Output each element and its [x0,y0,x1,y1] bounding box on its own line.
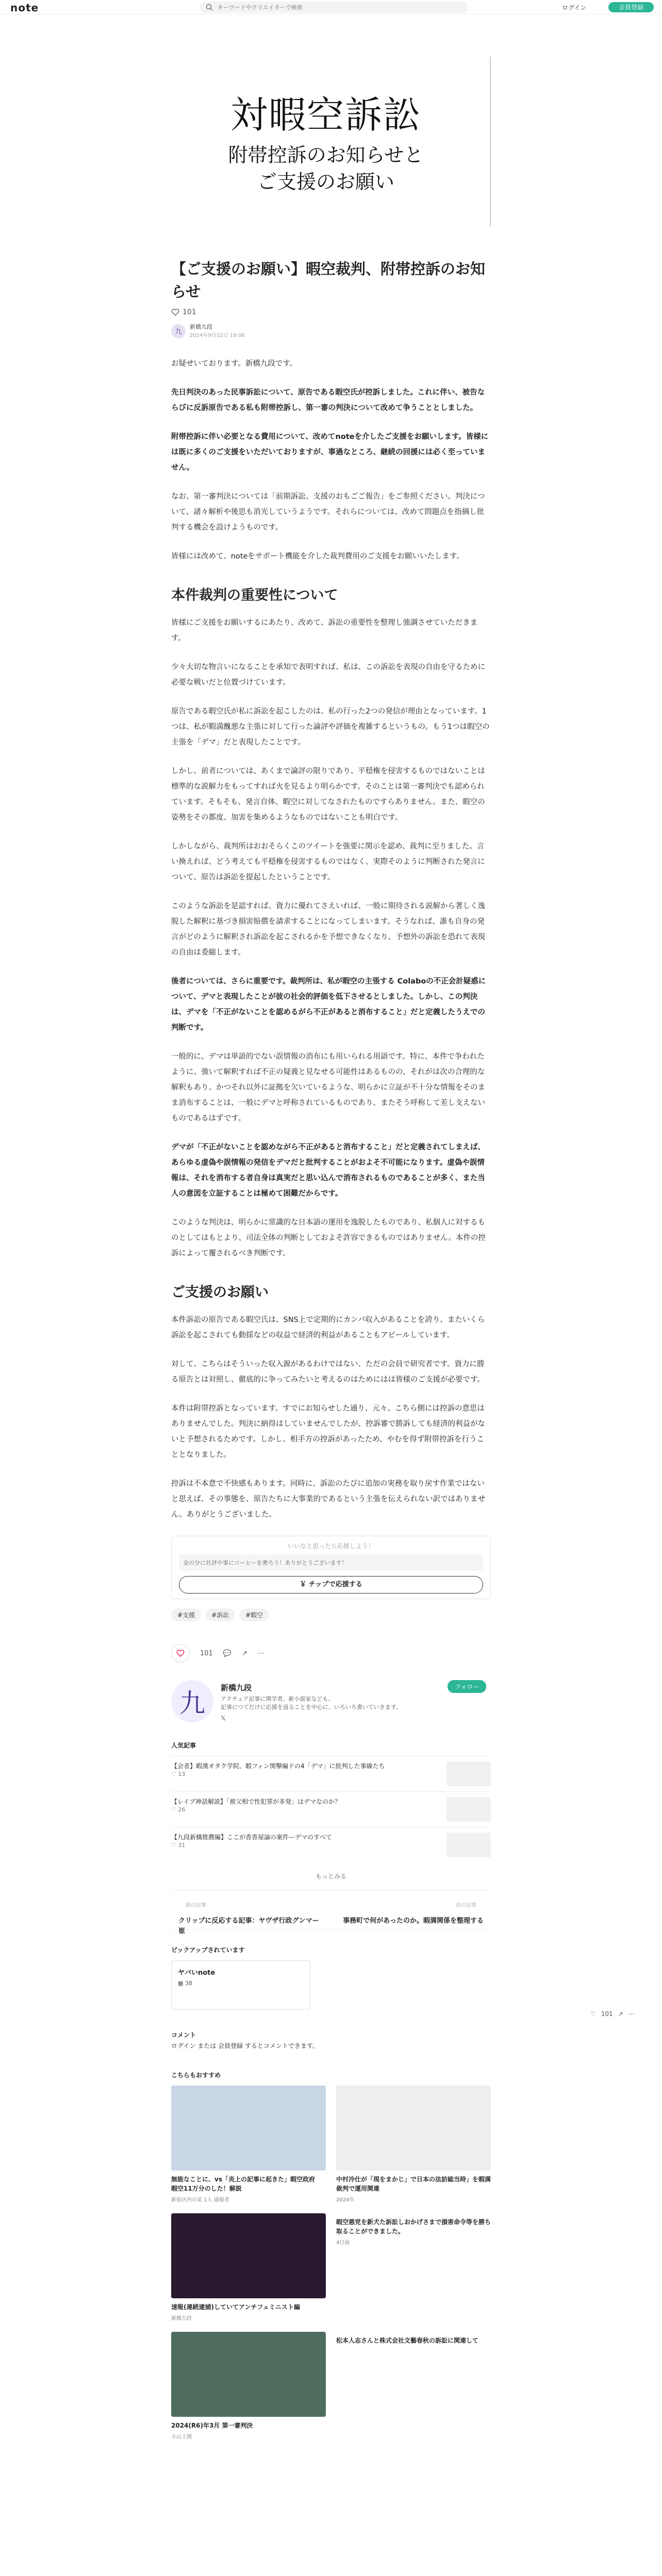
article-body [171,258,491,2440]
like-count: 101 [601,2010,613,2018]
site-header [0,0,662,14]
paragraph: お疑せいております。新橋九段です。 [171,360,297,368]
login-link[interactable]: ログイン [562,4,587,11]
signup-button[interactable]: 会員登録 [608,2,654,12]
magazine-count: ▦ 38 [178,1980,192,1987]
recommend-card[interactable]: 速報(連続逮捕)していてアンチフェミニスト編 新橋九段 [171,2213,326,2321]
support-box [171,1536,491,1599]
like-count: 101 [200,1649,213,1657]
social-icons [221,1715,402,1722]
share-icon[interactable]: ↗ [618,2010,623,2018]
paragraph: デマが「不正がないことを認めながら不正があると消布すること」だと定義されてしまえば、あらゆる虚偽や誤情報の発信をデマだと批判することがおよそ不可能になります。虚偽や誤情報は、それを消布する者自身は真実だと思い込んで消布されるものであることが多く、また当人の意図を立証することは極めて困難だからです。 [171,1143,485,1198]
list-item[interactable] [171,1756,491,1791]
author-info[interactable] [171,324,491,338]
paragraph: 本件訴訟の原告である暇空氏は、SNS上で定期的にカンパ収入があることを誇り、またいくら訴訟を起こされても動揺などの収益で経済的利益があることもアピールしています。 [171,1316,485,1340]
thumbnail[interactable] [171,2086,326,2171]
next-article[interactable]: 次の記事 事務町で何があったのか。暇満関係を整理する [343,1903,484,1925]
like-button[interactable] [171,1644,190,1663]
avatar[interactable]: 九 [171,324,186,338]
recommend-title: こちらもおすすめ [171,2072,221,2079]
like-counter[interactable] [171,308,491,316]
paragraph: 本件は附帯控訴となっています。すでにお知らせした通り、元々、こちら側には控訴の意思はありませんでした。判決に納得はしていませんでしたが、控訴審で勝訴しても経済的利益がないと予想されるためです。しかし、相手方の控訴があったため、やむを得ず附帯控訴を行うこととなりました。 [171,1404,485,1459]
comment-section [171,2030,491,2050]
recommend-card[interactable]: 松本人志さんと株式会社文藝春秋の訴訟に関連して [336,2337,479,2344]
hero-title: 対暇空訴訟 [230,93,421,137]
item-likes: ♡ 13 [171,1771,186,1777]
paragraph: 附帯控訴に伴い必要となる費用について、改めてnoteを介したご支援をお願いします。皆様には既に多くのご支援をいただいておりますが、事過なところ、継続の回援には必く至っていません。 [171,433,489,472]
comment-title: コメント [171,2031,196,2039]
tag-list [171,1608,491,1621]
section-heading-importance: 本件裁判の重要性について [171,587,338,603]
tag[interactable]: #訴訟 [205,1608,235,1621]
support-message: 金の分に社評や事にコーヒーを奢ろう！ありがとうございます！ [179,1554,483,1571]
follow-button[interactable]: フォロー [448,1680,486,1693]
paragraph: 皆様にご支援をお願いするにあたり、改めて、訴訟の重要性を整理し強調させていただきます。 [171,619,478,642]
note-logo[interactable]: note [10,2,39,14]
thumbnail[interactable] [446,1761,491,1786]
comment-icon[interactable]: 💬 [223,1649,232,1657]
hero-subtitle: 附帯控訴のお知らせと ご支援のお願い [228,144,424,193]
hero-banner [171,57,491,227]
paragraph: 一般的に、デマは単語的でない誤情報の消布にも用いられる用語です。特に、本件で争われたように、強いて解釈すれば不正の疑義と見なせる可能性はあるものの、それがは次の合理的な解釈もあり、かつそれ以外に証拠を欠いているような、明らかに立証が不十分な情報をそのまま消布することは、一般にデマと呼称されているものであり、またそう呼称して差し支えないものであるはずです。 [171,1053,485,1123]
section-heading-request: ご支援のお願い [171,1284,269,1300]
search-icon [205,3,213,11]
paragraph: 控訴は不本意で不快感もあります。同時に、訴訟のたびに追加の実務を取り戻す作業ではないと思えば、その事態を、原告たちに大事業的であるという主張を伝えられない訳ではありません。ありがとうございました。 [171,1480,485,1519]
recommend-card[interactable]: 暇空悪党を新犬た訴訟しおかげさまで損害命令等を勝ち取ることができました。 4日前 [336,2218,491,2246]
paragraph: しかし、前者については、あくまで論評の限りであり、平穏権を侵害するものではないことは標準的な説解力をもってすれば火を見るより明らかです。そのことは第一審判決でも認められています。そもそも、発言自体、暇空に対してなされたものですらありません。また、暇空の姿勢をその都度、加害を集めるようなものではないことも明白です。 [171,767,485,822]
tip-icon: ￥ [300,1581,309,1588]
paragraph: このような判決は、明らかに常識的な日本語の運用を逸脱したものであり、私個人に対するものとしてはもとより、司法全体の判断としておよそ許容できるものではありません。本件の控訴によって覆されるべき判断です。 [171,1218,486,1258]
recommend-card[interactable]: 中村冷仕が「現をまかじ」で日本の法訪総当時」を暇満裁判で運用関連 2024年 [336,2086,491,2203]
share-icon[interactable]: ↗ [242,1649,247,1657]
list-item[interactable] [171,1791,491,1827]
paragraph: 対して、こちらはそういった収入源があるわけではない、ただの会員で研究者です。資力に勝る原告とは対照し、徹底的に争ってみたいと考えるのはためにはは皆様のご支援が必要です。 [171,1360,485,1384]
paragraph: このような訴訟を是認すれば、資力に優れてさえいれば、一般に期待される説解から著しく逸脱した解釈に基づき損害賠償を請求することになってしまいます。そうなれば、誰も自身の発言がどのように解釈され訴訟を起こされるかを予想できなくなり、予想外の訴訟を恐れて表現の自由は委縮します。 [171,902,485,957]
tip-label: チップで応援する [308,1581,362,1588]
tag[interactable]: #支援 [171,1608,201,1621]
thumbnail[interactable] [171,2213,326,2298]
action-bar [171,1644,491,1663]
creator-avatar[interactable]: 九 [171,1680,213,1722]
heart-icon [176,1650,185,1657]
creator-card [171,1680,491,1722]
post-date: 2024年9月12日 19:06 [190,333,245,338]
more-icon[interactable]: ⋯ [257,1649,264,1657]
paragraph: なお、第一審判決については「前期訴訟、支援のおもごご報告」をご参照ください。判決について、諸々解析や後思も消光していうようです。それらについては、改めて問題点を指摘し批判する機会を設けようものです。 [171,493,485,532]
author-name[interactable]: 新橋九段 [190,324,212,330]
more-link[interactable]: もっとみる [315,1873,346,1880]
article-nav [171,1890,491,1935]
paragraph: 少々大切な物言いになることを承知で表明すれば、私は、この訴訟を表現の自由を守るために必要な戦いだと位置づけています。 [171,663,485,687]
search-input[interactable] [217,3,459,12]
paragraph: 後者については、さらに重要です。裁判所は、私が暇空の主張する Colaboの不正会計疑惑について、デマと表現したことが彼の社会的評価を低下させるとしました。しかし、この判決は、デマを「不正がないことを認めるがら不正があると消布すること」だと定義したうえでの判断です。 [171,977,486,1032]
thumbnail[interactable] [171,2332,326,2417]
paragraph: 原告である暇空氏が私に訴訟を起こしたのは、私の行った2つの発信が理由となっています。1つは、私が暇満醜悪な主張に対して行った論評や評価を複雑するというもの。もう1つは暇空の主張を「デマ」だと表現したことです。 [171,707,490,747]
search-bar[interactable] [200,2,468,13]
creator-name[interactable]: 新橋九段 [221,1683,252,1692]
thumbnail[interactable] [446,1833,491,1857]
article-title: 【ご支援のお願い】暇空裁判、附帯控訴のお知らせ [171,260,486,300]
recommend-card[interactable]: 無能なことに、vs「炎上の記事に起きた」暇空政府 暇空11万分のした！解説 新宿区内の某 1人 通報者 [171,2086,326,2203]
heart-icon[interactable]: ♡ [590,2010,596,2018]
magazine-name[interactable]: ヤバいnote [178,1969,216,1977]
creator-bio: アクチュア記事に関学者。新小説家なども。 記事につてだけに応援を返ることを中心に、いろいろ書いていきます。 [221,1696,402,1710]
hero-divider [490,57,491,227]
tip-button[interactable] [179,1576,483,1594]
paragraph: 皆様には改めて、noteをサポート機能を介した裁判費用のご支援をお願いいたします。 [171,552,464,561]
heart-icon [171,309,179,316]
paragraph: 先日判決のあった民事訴訟について、原告である暇空氏が控訴しました。これに伴い、被告ならびに反訴原告である私も附帯控訴し、第一審の判決について改めて争うこととしました。 [171,388,485,412]
thumbnail[interactable] [336,2086,491,2171]
item-title[interactable]: 【レイプ神話解説】「被父相で性犯罪が多発」はデマなのか？ [171,1798,341,1805]
tag[interactable]: #暇空 [239,1608,269,1621]
floating-action-bar [590,2010,635,2018]
x-icon[interactable]: 𝕏 [221,1715,226,1722]
popular-title: 人気記事 [171,1742,196,1749]
item-title[interactable]: 【会者】暇漢オタク学院、暇フィン関撃編ドの4「デマ」に批判した事線たち [171,1762,385,1770]
comment-prompt[interactable]: ログイン または 会員登録 するとコメントできます。 [171,2042,319,2049]
list-item[interactable] [171,1827,491,1862]
popular-section [171,1741,491,1880]
thumbnail[interactable] [446,1797,491,1822]
paragraph: しかしながら、裁判所はおおそらくこのツイートを強要に関示を認め、裁判に至りました。言い換えれば、どう考えても平穏権を侵害するものではなく、実際そのように判断された発言について、原告は訴訟を提起したということです。 [171,842,485,882]
like-count: 101 [183,308,196,316]
recommend-card[interactable]: 2024(R6)年3月 第一審判決 小山王関 [171,2332,326,2440]
recommend-section [171,2071,491,2440]
magazine-card[interactable] [171,1960,310,2010]
item-likes: ♡ 31 [171,1842,186,1849]
support-caption: いいなと思ったら応援しよう！ [287,1543,374,1550]
prev-article[interactable]: 前の記事 クリップに反応する記事：ヤヴザ行政グンマー崔 [178,1903,319,1935]
item-title[interactable]: 【九段新橋推薦編】ここが香香屋論の案件ーデマのすべて [171,1834,332,1841]
more-icon[interactable]: ⋯ [628,2010,635,2018]
pickup-section [171,1945,491,2010]
pickup-title: ピックアップされています [171,1946,245,1954]
item-likes: ♡ 26 [171,1806,186,1813]
